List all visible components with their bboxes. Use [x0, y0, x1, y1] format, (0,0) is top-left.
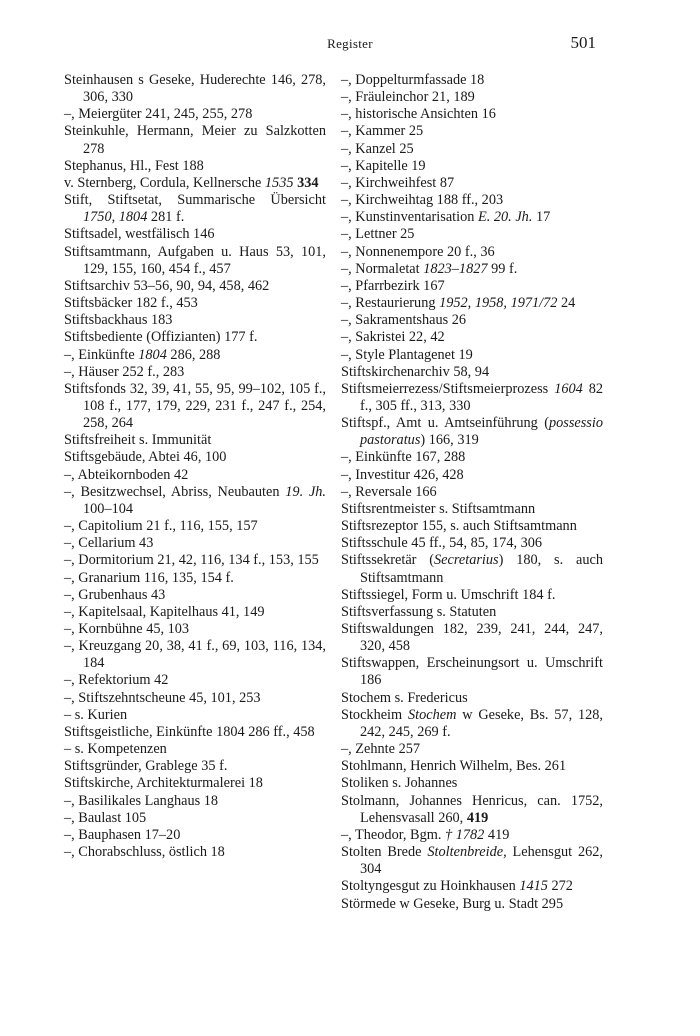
index-entry-segment: Steinkuhle, Hermann, Meier zu Salzkotten 278	[64, 123, 326, 157]
index-entry-segment: 99 f.	[487, 260, 518, 277]
index-entry	[64, 449, 326, 466]
index-entry	[64, 381, 326, 432]
index-entry	[64, 347, 326, 364]
index-entry-segment: Stiftsmeierrezess/Stiftsmeierprozess	[341, 380, 555, 397]
index-entry	[64, 707, 326, 724]
index-entry	[341, 896, 603, 913]
index-entry	[341, 621, 603, 655]
index-entry-segment: –, Kirchweihtag 188 ff., 203	[341, 192, 504, 209]
index-entry-segment: –, Chorabschluss, östlich 18	[64, 844, 225, 861]
index-entry-segment: 1823–1827	[423, 260, 488, 277]
index-entry-segment: 419	[484, 826, 510, 843]
index-entry-segment: Stiftsbäcker 182 f., 453	[64, 295, 198, 312]
index-entry	[64, 295, 326, 312]
index-entry-segment: Stockheim	[341, 706, 408, 723]
index-entry-segment: ) 180, s. auch Stiftsamtmann	[360, 552, 603, 586]
index-entry-segment: Secretarius	[434, 552, 499, 569]
index-entry-segment: –, Kapitelsaal, Kapitelhaus 41, 149	[64, 603, 265, 620]
index-entry	[64, 672, 326, 689]
index-entry-segment: 272	[547, 878, 573, 895]
index-entry-segment: Stiftssiegel, Form u. Umschrift 184 f.	[341, 586, 556, 603]
index-entry-segment: Stolten Brede	[341, 844, 428, 861]
index-entry	[64, 552, 326, 569]
index-entry-segment: Stiftspf., Amt u. Amtseinführung (	[341, 415, 549, 432]
index-entry	[64, 570, 326, 587]
index-entry	[341, 415, 603, 449]
index-entry-segment: –, Grubenhaus 43	[64, 586, 166, 603]
index-entry-segment: –, Baulast 105	[64, 809, 147, 826]
index-entry	[341, 141, 603, 158]
index-entry	[64, 72, 326, 106]
index-entry	[341, 347, 603, 364]
index-entry	[64, 741, 326, 758]
index-entry	[64, 827, 326, 844]
index-entry-segment: 419	[466, 809, 489, 826]
index-entry-segment: 1535	[264, 174, 294, 191]
index-entry	[64, 244, 326, 278]
index-entry	[64, 535, 326, 552]
index-entry-segment: –, Kunstinventarisation	[341, 209, 478, 226]
index-entry-segment: Stoliken s. Johannes	[341, 775, 458, 792]
index-entry-segment: Stochem	[407, 706, 457, 723]
index-entry	[64, 690, 326, 707]
index-entry-segment: –, Nonnenempore 20 f., 36	[341, 243, 495, 260]
index-entry-segment: Störmede w Geseke, Burg u. Stadt 295	[341, 895, 564, 912]
index-entry	[341, 89, 603, 106]
index-entry-segment: –, Kirchweihfest 87	[341, 174, 455, 191]
index-column-left	[64, 72, 326, 861]
index-entry	[64, 604, 326, 621]
index-entry-segment: 286, 288	[166, 346, 221, 363]
index-entry-segment: Stiftsschule 45 ff., 54, 85, 174, 306	[341, 535, 543, 552]
index-entry-segment: –, Kapitelle 19	[341, 157, 426, 174]
index-entry-segment: –, Basilikales Langhaus 18	[64, 792, 219, 809]
index-entry	[341, 106, 603, 123]
index-entry	[341, 775, 603, 792]
index-entry-segment: –, Theodor, Bgm.	[341, 826, 446, 843]
index-entry-segment: Stiftsrentmeister s. Stiftsamtmann	[341, 500, 536, 517]
index-entry	[64, 175, 326, 192]
index-entry-segment: Stiftsbackhaus 183	[64, 312, 173, 329]
index-entry-segment: –, Stiftszehntscheune 45, 101, 253	[64, 689, 261, 706]
index-entry	[341, 192, 603, 209]
index-entry	[64, 484, 326, 518]
index-entry-segment: Stiftsgründer, Grablege 35 f.	[64, 758, 228, 775]
index-entry	[341, 295, 603, 312]
index-entry	[341, 467, 603, 484]
index-entry-segment: –, Granarium 116, 135, 154 f.	[64, 569, 234, 586]
index-entry	[341, 844, 603, 878]
index-entry-segment: –, Kammer 25	[341, 123, 424, 140]
index-entry	[64, 467, 326, 484]
index-entry	[64, 329, 326, 346]
index-entry-segment: –, Zehnte 257	[341, 741, 421, 758]
index-entry	[341, 741, 603, 758]
index-entry-segment: Stift, Stiftsetat, Summarische Übersicht	[64, 192, 326, 209]
index-entry-segment: Stiftsarchiv 53–56, 90, 94, 458, 462	[64, 277, 270, 294]
index-entry	[341, 312, 603, 329]
index-entry-segment: † 1782	[445, 826, 485, 843]
index-entry	[64, 226, 326, 243]
index-entry-segment: –, Sakristei 22, 42	[341, 329, 445, 346]
index-entry	[341, 587, 603, 604]
index-entry	[64, 192, 326, 226]
index-entry-segment: –, Abteikornboden 42	[64, 466, 189, 483]
index-entry-segment: –, Normaletat	[341, 260, 424, 277]
index-entry-segment: –, historische Ansichten 16	[341, 106, 496, 123]
index-entry-segment: w Geseke, Bs. 57, 128, 242, 245, 269 f.	[360, 706, 603, 740]
index-entry	[341, 690, 603, 707]
index-column-right	[341, 72, 603, 913]
index-entry	[341, 244, 603, 261]
index-entry-segment: –, Pfarrbezirk 167	[341, 277, 445, 294]
index-entry-segment: –, Kornbühne 45, 103	[64, 621, 190, 637]
index-entry-segment: possessio pastoratus	[360, 415, 603, 449]
index-entry	[341, 381, 603, 415]
index-entry-segment: Stoltenbreide,	[427, 844, 507, 861]
index-entry-segment: E. 20. Jh.	[478, 209, 533, 226]
index-entry-segment: 19. Jh.	[285, 483, 327, 500]
index-entry-segment: Stiftsgeistliche, Einkünfte 1804 286 ff., 458	[64, 723, 315, 740]
index-entry-segment: 17	[532, 209, 551, 226]
index-entry-segment: –, Refektorium 42	[64, 672, 169, 689]
index-entry-segment: 281 f.	[147, 209, 185, 226]
index-entry	[341, 793, 603, 827]
index-entry	[64, 844, 326, 861]
index-entry	[341, 226, 603, 243]
index-entry	[64, 810, 326, 827]
index-entry	[341, 123, 603, 140]
index-entry-segment: v. Sternberg, Cordula, Kellnersche	[64, 174, 265, 191]
index-entry	[64, 312, 326, 329]
index-entry-segment: Stiftswaldungen 182, 239, 241, 244, 247, 320, 458	[341, 621, 603, 655]
index-entry	[341, 552, 603, 586]
page-number: 501	[570, 33, 596, 52]
index-entry-segment: –, Kanzel 25	[341, 140, 414, 157]
index-entry	[64, 638, 326, 672]
index-entry	[341, 535, 603, 552]
index-entry-segment: –, Cellarium 43	[64, 535, 154, 552]
index-entry	[341, 158, 603, 175]
index-entry-segment: –, Besitzwechsel, Abriss, Neubauten	[64, 483, 286, 500]
index-entry	[64, 364, 326, 381]
index-entry	[341, 449, 603, 466]
index-entry	[64, 724, 326, 741]
index-entry-segment: 334	[297, 174, 319, 191]
index-entry	[341, 707, 603, 741]
index-entry-segment: Stochem s. Fredericus	[341, 689, 468, 706]
running-head: Register	[327, 36, 373, 51]
index-entry	[64, 158, 326, 175]
index-entry	[64, 518, 326, 535]
index-entry-segment: –, Bauphasen 17–20	[64, 826, 181, 843]
index-entry-segment: Stiftsfreiheit s. Immunität	[64, 432, 212, 449]
index-entry	[64, 621, 326, 638]
index-entry-segment: –, Häuser 252 f., 283	[64, 363, 185, 380]
index-entry-segment: Stoltyngesgut zu Hoinkhausen	[341, 878, 520, 895]
index-entry-segment: 1952, 1958, 1971/72	[439, 295, 558, 312]
index-entry	[341, 209, 603, 226]
index-entry-segment: –, Fräuleinchor 21, 189	[341, 89, 475, 106]
index-entry-segment: –, Einkünfte 167, 288	[341, 449, 466, 466]
index-entry	[341, 655, 603, 689]
index-entry	[64, 278, 326, 295]
index-entry-segment: –, Einkünfte	[64, 346, 139, 363]
index-entry-segment: Stiftskirchenarchiv 58, 94	[341, 363, 490, 380]
index-entry-segment: Stiftswappen, Erscheinungsort u. Umschrift 186	[341, 655, 603, 689]
index-entry-segment: –, Lettner 25	[341, 226, 415, 243]
index-entry-segment: –, Kreuzgang 20, 38, 41 f., 69, 103, 116, 134, 184	[64, 638, 326, 672]
index-entry-segment: –, Meiergüter 241, 245, 255, 278	[64, 106, 253, 123]
index-entry-segment: –, Sakramentshaus 26	[341, 312, 467, 329]
index-entry-segment: Stohlmann, Henrich Wilhelm, Bes. 261	[341, 758, 567, 775]
index-entry-segment: Stolmann, Johannes Henricus, can. 1752, Lehensvasall 260,	[341, 792, 603, 826]
index-entry	[341, 278, 603, 295]
index-entry-segment: Stephanus, Hl., Fest 188	[64, 157, 204, 174]
index-entry-segment: –, Restaurierung	[341, 295, 440, 312]
index-entry-segment: –, Doppelturmfassade 18	[341, 72, 485, 88]
index-entry-segment: 1804	[138, 346, 167, 363]
index-entry	[341, 758, 603, 775]
index-entry-segment: –, Investitur 426, 428	[341, 466, 464, 483]
index-entry	[64, 432, 326, 449]
index-entry-segment: –, Capitolium 21 f., 116, 155, 157	[64, 518, 258, 535]
index-entry	[64, 123, 326, 157]
index-entry-segment: 1604	[554, 380, 583, 397]
index-entry	[64, 106, 326, 123]
index-entry	[341, 878, 603, 895]
index-entry-segment: ) 166, 319	[420, 432, 479, 449]
index-entry-segment: Stiftssekretär (	[341, 552, 435, 569]
index-entry	[341, 261, 603, 278]
index-entry-segment: Stiftsverfassung s. Statuten	[341, 603, 497, 620]
index-entry	[341, 604, 603, 621]
index-entry-segment: Steinhausen s Geseke, Huderechte 146, 278, 306, 330	[64, 72, 326, 106]
index-entry-segment: Stiftsfonds 32, 39, 41, 55, 95, 99–102, 105 f., 108 f., 177, 179, 229, 231 f., 247 f., 254, 258, 264	[64, 380, 326, 432]
index-entry	[341, 827, 603, 844]
index-entry-segment: Stiftsadel, westfälisch 146	[64, 226, 215, 243]
index-entry-segment: 1750, 1804	[83, 209, 148, 226]
index-entry-segment: Stiftsrezeptor 155, s. auch Stiftsamtmann	[341, 518, 577, 535]
index-entry-segment: –, Style Plantagenet 19	[341, 346, 473, 363]
index-entry	[64, 758, 326, 775]
index-entry-segment: Stiftskirche, Architekturmalerei 18	[64, 775, 263, 792]
index-entry-segment: –, Reversale 166	[341, 483, 437, 500]
index-entry-segment: 100–104	[83, 500, 134, 517]
index-entry-segment: – s. Kompetenzen	[64, 741, 167, 758]
index-entry	[341, 72, 603, 89]
index-entry	[341, 501, 603, 518]
index-entry-segment: 1415	[519, 878, 548, 895]
index-entry	[64, 587, 326, 604]
index-entry	[341, 329, 603, 346]
index-entry-segment: –, Dormitorium 21, 42, 116, 134 f., 153, 155	[64, 552, 319, 569]
index-entry-segment: 82 f., 305 ff., 313, 330	[360, 380, 604, 414]
index-entry-segment: Lehensgut 262, 304	[360, 844, 603, 878]
index-entry-segment: Stiftsamtmann, Aufgaben u. Haus 53, 101, 129, 155, 160, 454 f., 457	[64, 243, 326, 277]
index-entry	[341, 364, 603, 381]
index-entry-segment: 24	[557, 295, 576, 312]
index-entry-segment: Stiftsbediente (Offizianten) 177 f.	[64, 329, 258, 346]
index-entry	[64, 793, 326, 810]
index-entry	[341, 518, 603, 535]
index-entry	[64, 775, 326, 792]
index-entry	[341, 484, 603, 501]
index-entry-segment: – s. Kurien	[64, 706, 128, 723]
index-entry	[341, 175, 603, 192]
index-entry-segment: Stiftsgebäude, Abtei 46, 100	[64, 449, 227, 466]
